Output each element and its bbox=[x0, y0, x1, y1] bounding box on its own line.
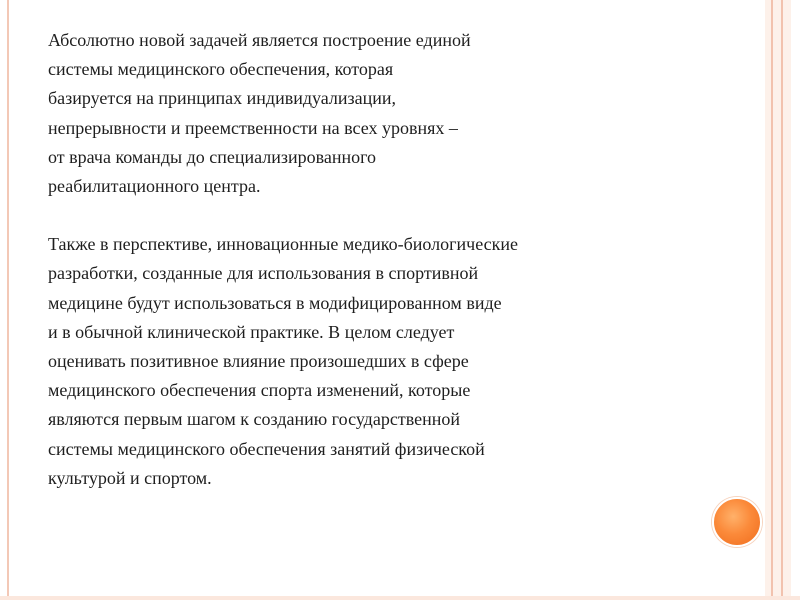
left-frame-line bbox=[7, 0, 9, 600]
text-line: от врача команды до специализированного bbox=[48, 146, 377, 167]
text-line: непрерывности и преемственности на всех уровнях – bbox=[48, 117, 458, 138]
text-line: Абсолютно новой задачей является построение единой bbox=[48, 30, 471, 50]
paragraph-1 bbox=[48, 26, 748, 201]
paragraph-spacer bbox=[48, 201, 748, 230]
right-frame-line-inner bbox=[771, 0, 773, 600]
text-line: медицинского обеспечения спорта изменений, которые bbox=[48, 380, 471, 401]
paragraph-2 bbox=[48, 230, 748, 493]
text-line: культурой и спортом. bbox=[48, 467, 212, 488]
orange-circle-decoration bbox=[712, 497, 762, 547]
right-frame-band bbox=[765, 0, 791, 600]
text-line: оценивать позитивное влияние произошедших в сфере bbox=[48, 351, 469, 372]
text-line: базируется на принципах индивидуализации, bbox=[48, 88, 397, 109]
text-line: реабилитационного центра. bbox=[48, 176, 261, 197]
text-line: системы медицинского обеспечения занятий физической bbox=[48, 438, 485, 459]
text-line: разработки, созданные для использования в спортивной bbox=[48, 263, 479, 284]
right-frame-line-outer bbox=[781, 0, 783, 600]
slide-body-text bbox=[48, 26, 748, 493]
text-line: медицине будут использоваться в модифицированном виде bbox=[48, 292, 502, 313]
text-line: системы медицинского обеспечения, которая bbox=[48, 59, 394, 80]
text-line: и в обычной клинической практике. В целом следует bbox=[48, 321, 455, 342]
bottom-frame-strip bbox=[0, 596, 800, 600]
text-line: Также в перспективе, инновационные медико-биологические bbox=[48, 234, 519, 255]
text-line: являются первым шагом к созданию государственной bbox=[48, 409, 460, 430]
